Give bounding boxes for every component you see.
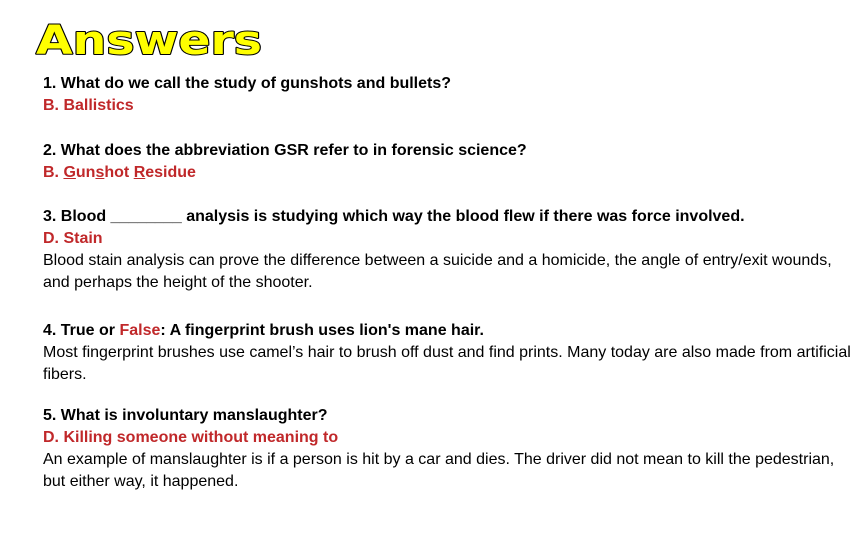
question-4-prefix: 4. True or — [43, 322, 120, 339]
answer-2-r: R — [133, 164, 146, 181]
question-block-1 — [43, 73, 853, 117]
answer-2-s: s — [95, 164, 105, 181]
answer-2-prefix: B. — [43, 164, 64, 181]
question-block-2 — [43, 140, 853, 184]
question-5: 5. What is involuntary manslaughter? — [43, 407, 328, 424]
question-block-5 — [43, 405, 853, 493]
answer-2-un: un — [75, 164, 96, 181]
page-title — [34, 14, 274, 66]
question-4-false: False — [119, 322, 161, 339]
question-3: 3. Blood ________ analysis is studying which way the blood flew if there was force involved. — [43, 208, 745, 225]
explanation-4: Most fingerprint brushes use camel’s hair to brush off dust and find prints. Many today are also made from artificial fibers. — [43, 344, 851, 383]
question-4 — [43, 320, 853, 342]
answer-1: B. Ballistics — [43, 97, 134, 114]
title-wordart — [34, 14, 274, 66]
explanation-3: Blood stain analysis can prove the difference between a suicide and a homicide, the angle of entry/exit wounds, and perhaps the height of the shooter. — [43, 252, 832, 291]
answer-2-hot: hot — [104, 164, 134, 181]
question-block-3 — [43, 206, 853, 294]
answer-3: D. Stain — [43, 230, 103, 247]
answer-2 — [43, 162, 853, 184]
question-1: 1. What do we call the study of gunshots and bullets? — [43, 75, 452, 92]
answer-2-esidue: esidue — [145, 164, 196, 181]
question-2: 2. What does the abbreviation GSR refer to in forensic science? — [43, 142, 527, 159]
title-text: Answers — [36, 18, 262, 64]
answer-5: D. Killing someone without meaning to — [43, 429, 339, 446]
answer-2-g: G — [63, 164, 76, 181]
question-block-4 — [43, 320, 853, 386]
explanation-5: An example of manslaughter is if a person is hit by a car and dies. The driver did not mean to kill the pedestrian, but either way, it happened. — [43, 451, 835, 490]
question-4-rest: : A fingerprint brush uses lion's mane hair. — [160, 322, 484, 339]
